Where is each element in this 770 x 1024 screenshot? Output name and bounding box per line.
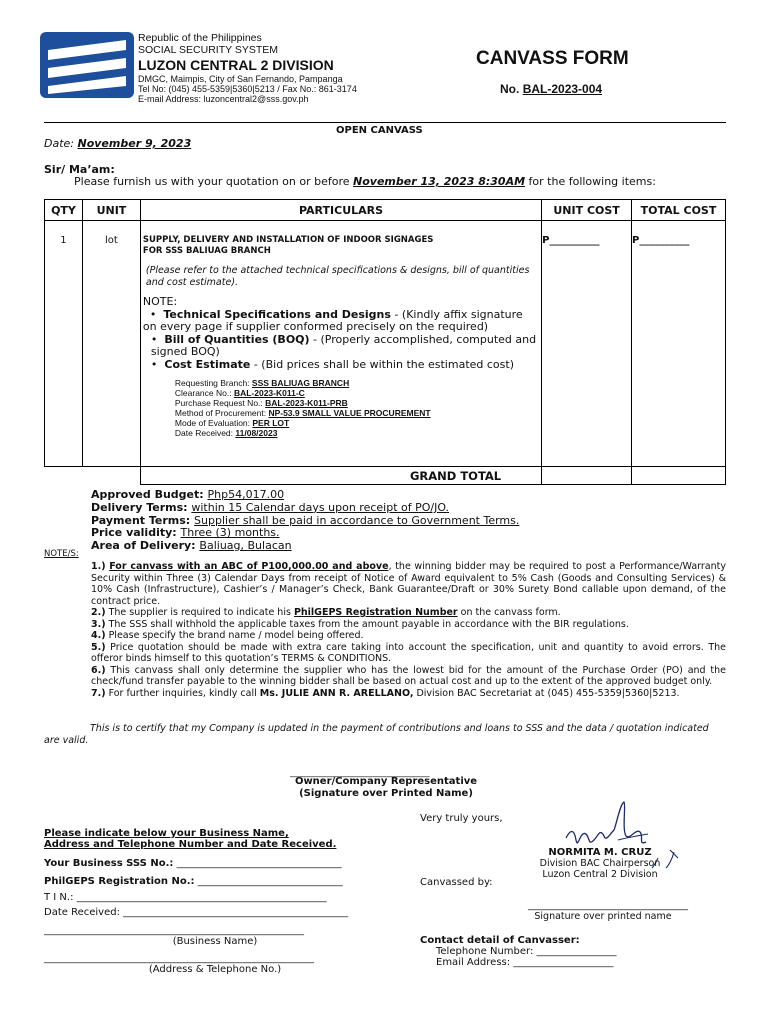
delivery-area: Area of Delivery: Baliuag, Bulacan <box>91 539 292 553</box>
republic-text: Republic of the Philippines <box>138 32 262 44</box>
row-unit-cost[interactable]: P__________ <box>542 221 632 467</box>
row-particulars <box>140 221 541 467</box>
note-4: 4.) Please specify the brand name / model being offered. <box>91 630 364 641</box>
address-line[interactable]: ______________________________________________________ <box>44 953 314 964</box>
office-phone: Tel No: (045) 455-5359|5360|5213 / Fax No.: 861-3174 <box>138 84 357 94</box>
notes-block <box>91 561 726 699</box>
business-instruction-2: Address and Telephone Number and Date Received. <box>44 839 337 850</box>
item-note-2: • Bill of Quantities (BOQ) - (Properly accomplished, computed and signed BOQ) <box>150 332 537 358</box>
sss-logo-graphic <box>40 32 134 98</box>
row-total-cost[interactable]: P__________ <box>632 221 726 467</box>
agency-name: SOCIAL SECURITY SYSTEM <box>138 44 279 56</box>
form-number: No. BAL-2023-004 <box>500 82 603 96</box>
certification-text: This is to certify that my Company is updated in the payment of contributions and loans to SSS and the data / quotation indicated are valid. <box>44 723 709 746</box>
header-divider <box>44 122 726 123</box>
canvasser-signature-line[interactable]: ________________________________ <box>528 900 688 911</box>
note-5: 5.) Price quotation should be made with extra care taking into account the specification, unit and quantity to avoid errors. The offeror binds himself to this quotation’s TERMS & CONDITIONS. <box>91 641 726 664</box>
owner-signature-line[interactable]: _______________________________ <box>290 768 430 778</box>
detail-clearance: Clearance No.: BAL-2023-K011-C <box>174 388 305 398</box>
item-refer: (Please refer to the attached technical specifications & designs, bill of quantities and cost estimate). <box>145 265 530 288</box>
col-particulars: PARTICULARS <box>140 200 541 221</box>
item-note-3: • Cost Estimate - (Bid prices shall be within the estimated cost) <box>150 357 514 371</box>
grand-total-value-cell[interactable] <box>632 467 726 485</box>
canvass-date: Date: November 9, 2023 <box>44 137 192 150</box>
table-row <box>45 221 726 467</box>
detail-received: Date Received: 11/08/2023 <box>174 428 278 438</box>
price-validity: Price validity: Three (3) months. <box>91 526 280 540</box>
philgeps-field[interactable]: PhilGEPS Registration No.: _____________________________ <box>44 876 343 887</box>
business-name-line[interactable]: ____________________________________________________ <box>44 925 304 936</box>
col-unit: UNIT <box>82 200 140 221</box>
table-header-row <box>45 200 726 221</box>
detail-method: Method of Procurement: NP-53.9 SMALL VALUE PROCUREMENT <box>174 408 431 418</box>
delivery-terms: Delivery Terms: within 15 Calendar days upon receipt of PO/JO. <box>91 500 450 514</box>
office-email: E-mail Address: luzoncentral2@sss.gov.ph <box>138 94 309 104</box>
contact-title: Contact detail of Canvasser: <box>420 935 580 946</box>
canvasser-caption: Signature over printed name <box>534 911 672 922</box>
note-7: 7.) For further inquiries, kindly call Ms. JULIE ANN R. ARELLANO, Division BAC Secretariat at (045) 455-5359|5360|5213. <box>91 687 680 699</box>
division-name: LUZON CENTRAL 2 DIVISION <box>138 57 334 73</box>
approved-budget: Approved Budget: Php54,017.00 <box>91 488 285 501</box>
canvasser-email[interactable]: Email Address: ____________________ <box>436 957 614 968</box>
grand-total-unit-cell <box>542 467 632 485</box>
item-details <box>143 378 539 438</box>
tin-field[interactable]: T I N.: __________________________________________________ <box>44 892 327 903</box>
detail-eval: Mode of Evaluation: PER LOT <box>174 418 290 428</box>
item-note-1: • Technical Specifications and Designs - (Kindly affix signature on every page if supplier conformed precisely on the required) <box>142 307 523 333</box>
item-title-2: FOR SSS BALIUAG BRANCH <box>142 246 271 256</box>
row-qty: 1 <box>45 221 83 467</box>
canvasser-telephone[interactable]: Telephone Number: ________________ <box>436 946 617 957</box>
grand-total-row <box>45 467 726 485</box>
date-received-field[interactable]: Date Received: _____________________________________________ <box>44 907 349 918</box>
sss-logo <box>40 32 134 98</box>
detail-branch: Requesting Branch: SSS BALIUAG BRANCH <box>174 378 350 388</box>
intro-text: Please furnish us with your quotation on or before November 13, 2023 8:30AM for the following items: <box>74 175 656 188</box>
canvassed-by-label: Canvassed by: <box>420 877 493 888</box>
address-caption: (Address & Telephone No.) <box>148 964 282 975</box>
closing-text: Very truly yours, <box>420 813 503 824</box>
business-sss-field[interactable]: Your Business SSS No.: _________________________________ <box>44 858 342 869</box>
note-6: 6.) This canvass shall only determine the supplier who has the lowest bid for the amount of the Purchase Order (PO) and the check/fund transfer payable to the winning bidder shall be based on actual cost and up to the extent of the approved budget only. <box>91 664 726 687</box>
terms-block <box>91 489 519 553</box>
item-note-label: NOTE: <box>142 295 178 308</box>
signatory-position-2: Luzon Central 2 Division <box>542 869 658 880</box>
owner-title: Owner/Company Representative <box>294 776 478 787</box>
col-total-cost: TOTAL COST <box>632 200 726 221</box>
business-instruction-1: Please indicate below your Business Name, <box>44 828 289 839</box>
signatory-name: NORMITA M. CRUZ <box>548 847 652 858</box>
col-qty: QTY <box>45 200 83 221</box>
notes-label: NOTE/S: <box>44 549 79 559</box>
item-title-1: SUPPLY, DELIVERY AND INSTALLATION OF INDOOR SIGNAGES <box>142 235 434 245</box>
grand-total-label: GRAND TOTAL <box>140 467 541 485</box>
detail-pr: Purchase Request No.: BAL-2023-K011-PRB <box>174 398 348 408</box>
office-address: DMGC, Maimpis, City of San Fernando, Pampanga <box>138 74 343 84</box>
note-2: 2.) The supplier is required to indicate his PhilGEPS Registration Number on the canvass form. <box>91 607 561 618</box>
business-name-caption: (Business Name) <box>172 936 258 947</box>
note-3: 3.) The SSS shall withhold the applicable taxes from the amount payable in accordance with the BIR regulations. <box>91 618 629 630</box>
salutation: Sir/ Ma’am: <box>44 163 115 176</box>
row-unit: lot <box>82 221 140 467</box>
owner-subtitle: (Signature over Printed Name) <box>299 788 473 799</box>
form-title: CANVASS FORM <box>476 48 629 69</box>
canvass-type: OPEN CANVASS <box>336 125 423 136</box>
note-1: 1.) For canvass with an ABC of P100,000.00 and above, the winning bidder may be required to post a Performance/Warranty Security within Three (3) Calendar Days from receipt of Notice of Award equivalent to 5% Cash (Goods and Consulting Services) & 10% Cash (Infrastructure), Cashier’s / Manager’s Check, Bank Guarantee/Draft or 30% Surety Bond callable upon demand, of the contract price. <box>91 561 727 607</box>
items-table <box>44 199 726 485</box>
signatory-position-1: Division BAC Chairperson <box>539 858 661 869</box>
payment-terms: Payment Terms: Supplier shall be paid in accordance to Government Terms. <box>91 513 520 527</box>
col-unit-cost: UNIT COST <box>542 200 632 221</box>
